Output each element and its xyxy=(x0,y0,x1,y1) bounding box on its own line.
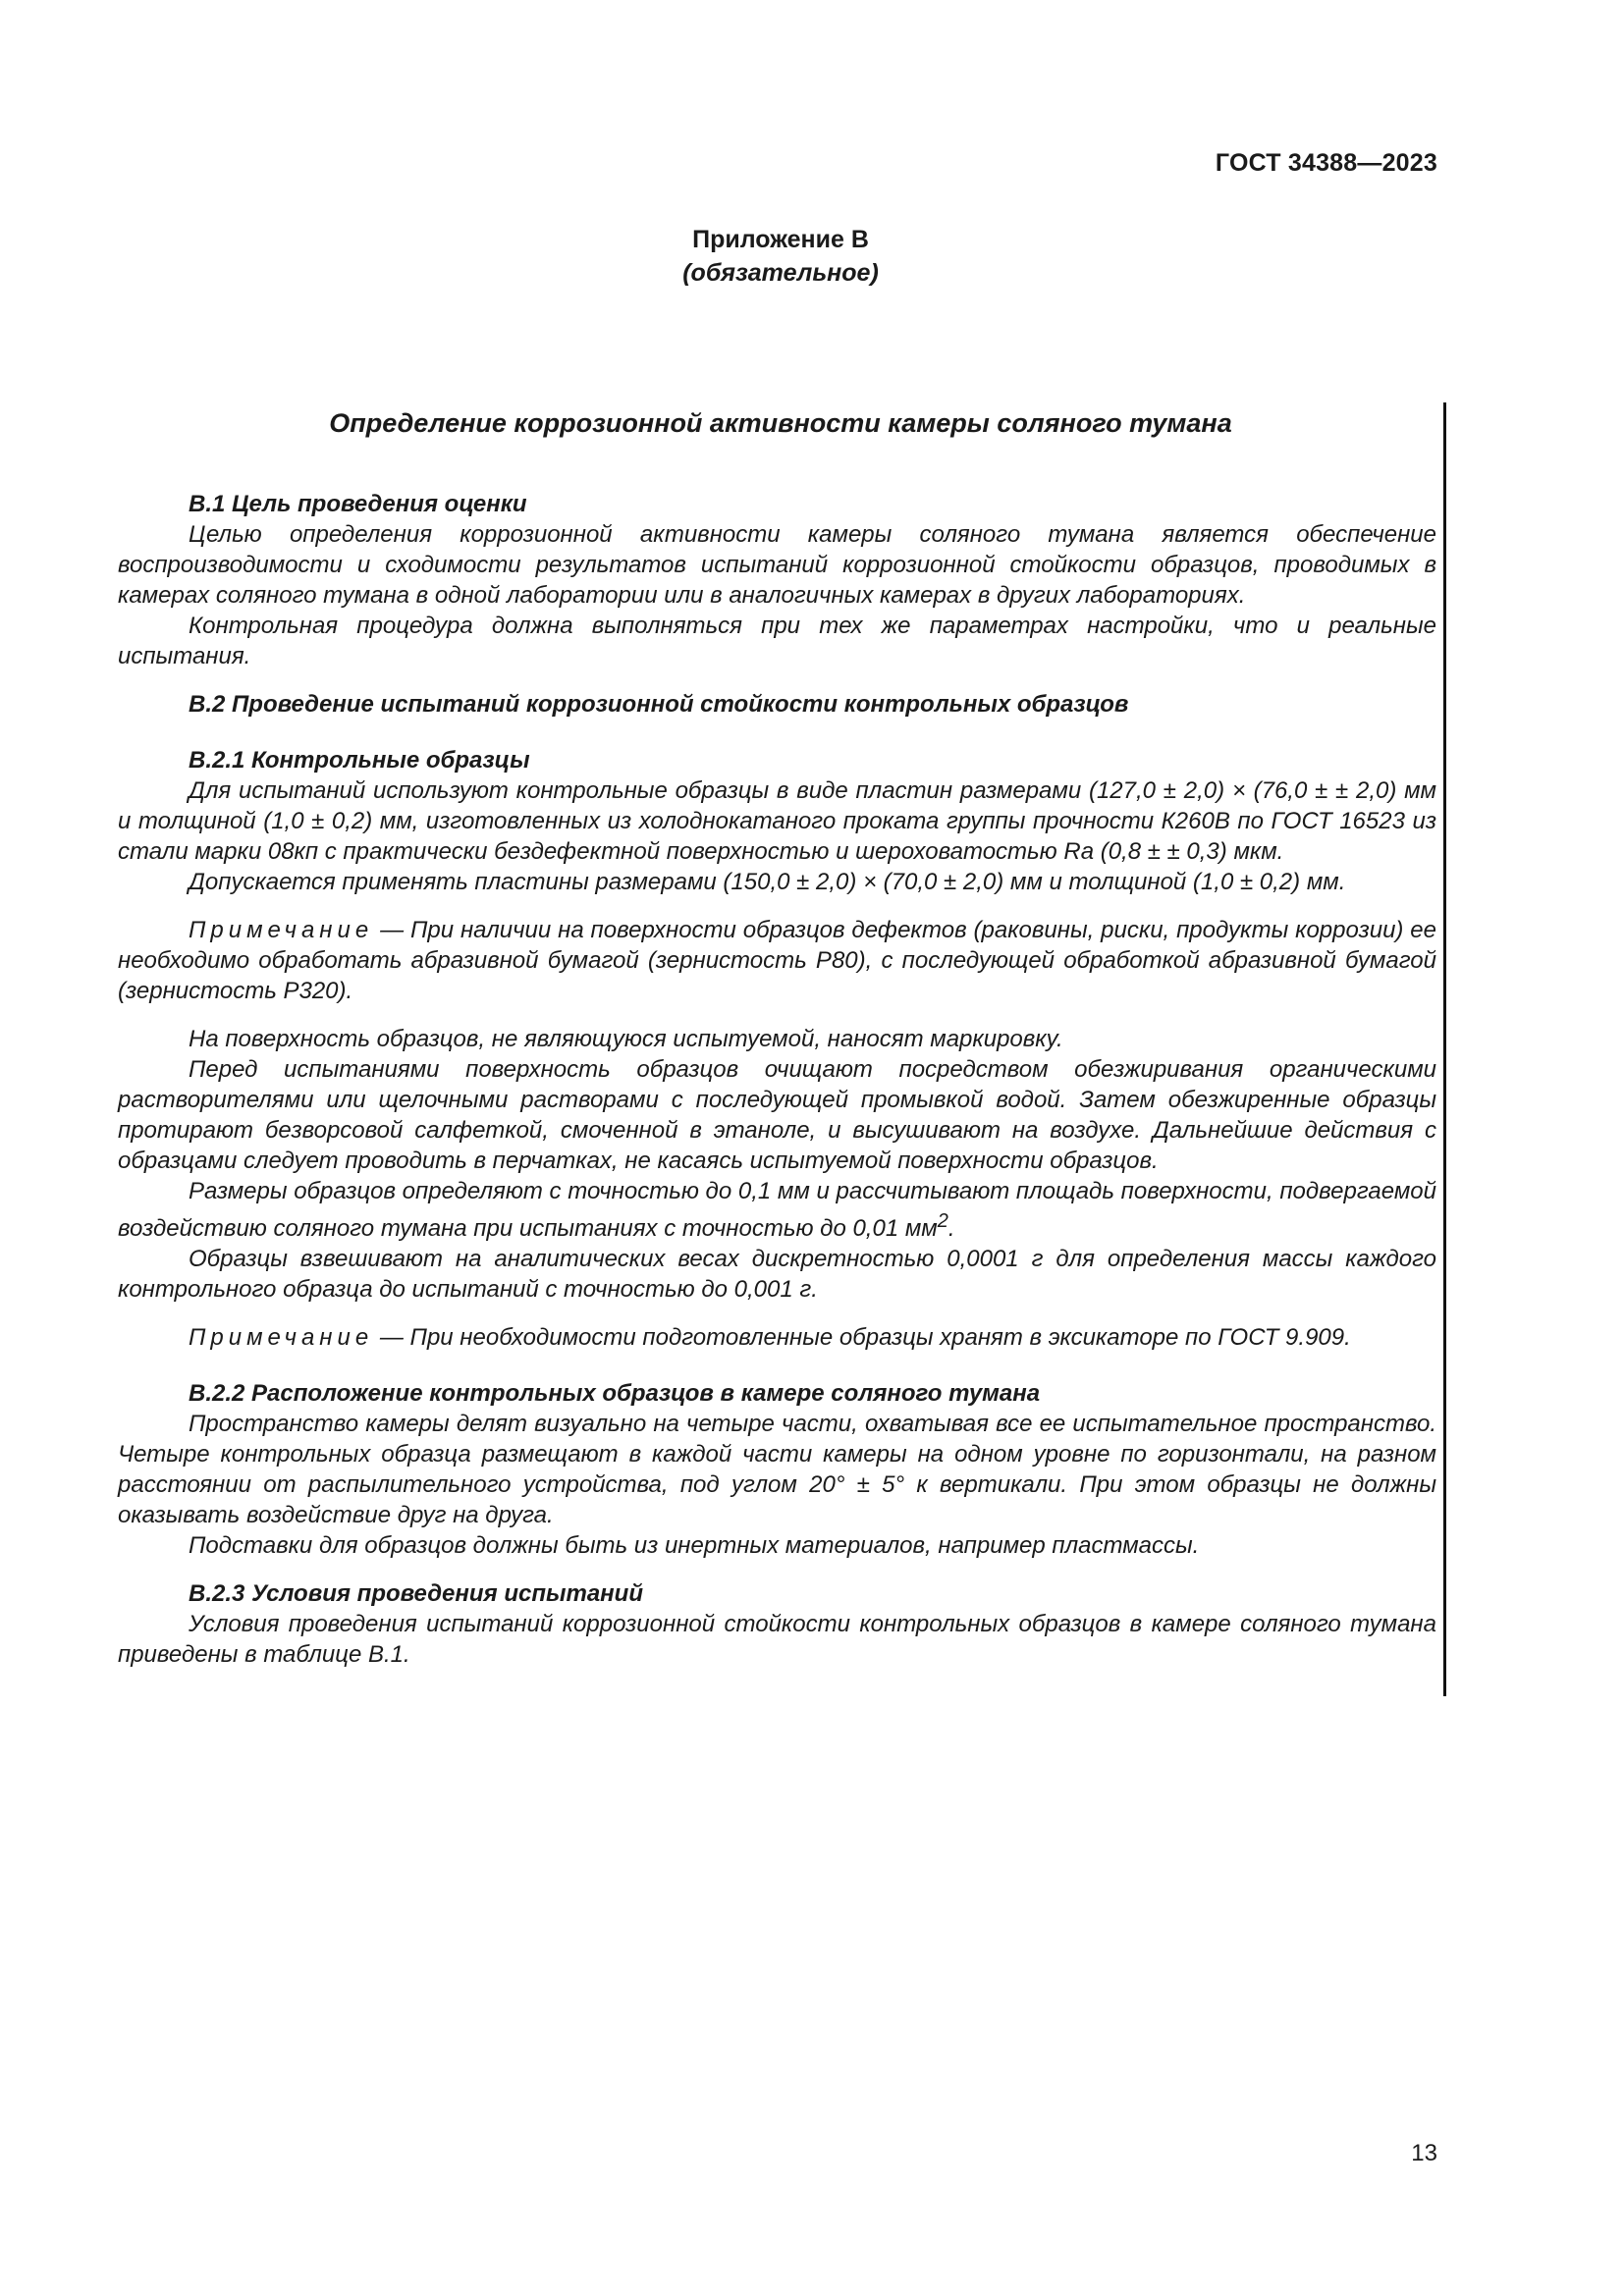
section-b21-paragraph-3: На поверхность образцов, не являющуюся испытуемой, наносят маркировку. xyxy=(189,1026,1063,1052)
standard-code: ГОСТ 34388—2023 xyxy=(1215,149,1437,177)
document-body xyxy=(118,489,1436,1670)
note-1 xyxy=(118,915,1436,1006)
annex-status: (обязательное) xyxy=(682,259,879,287)
page-number: 13 xyxy=(1411,2140,1437,2166)
section-b2-heading: В.2 Проведение испытаний коррозионной стойкости контрольных образцов xyxy=(189,691,1129,718)
section-b21-paragraph-6: Образцы взвешивают на аналитических весах дискретностью 0,0001 г для определения массы каждого контрольного образца до испытаний с точностью до 0,001 г. xyxy=(118,1246,1436,1303)
document-main-title: Определение коррозионной активности камеры соляного тумана xyxy=(329,408,1232,438)
note-1-label: Примечание xyxy=(189,917,374,943)
section-b23-heading: В.2.3 Условия проведения испытаний xyxy=(189,1580,643,1607)
paragraph-5-end: . xyxy=(947,1215,955,1242)
paragraph-5-text: Размеры образцов определяют с точностью до 0,1 мм и рассчитывают площадь поверхности, подвергаемой воздействию соляного тумана при испытаниях с точностью до 0,01 мм xyxy=(118,1178,1436,1242)
note-2-label: Примечание xyxy=(189,1324,374,1351)
section-b22-paragraph-2: Подставки для образцов должны быть из инертных материалов, например пластмассы. xyxy=(189,1532,1200,1559)
section-b21-heading: В.2.1 Контрольные образцы xyxy=(189,747,530,774)
paragraph-5-superscript: 2 xyxy=(937,1210,948,1232)
section-b22-paragraph-1: Пространство камеры делят визуально на четыре части, охватывая все ее испытательное пространство. Четыре контрольных образца размещают в каждой части камеры на одном уровне по горизонтали, на разном расстоянии от распылительного устройства, под углом 20° ± 5° к вертикали. При этом образцы не должны оказывать воздействие друг на друга. xyxy=(118,1411,1436,1528)
section-b21-paragraph-2: Допускается применять пластины размерами (150,0 ± 2,0) × (70,0 ± 2,0) мм и толщиной (1,0 ± 0,2) мм. xyxy=(189,869,1346,895)
note-1-text: — При наличии на поверхности образцов дефектов (раковины, риски, продукты коррозии) ее необходимо обработать абразивной бумагой (зернистость Р80), с последующей обработкой абразивной бумагой (зернистость Р320). xyxy=(118,917,1436,1004)
section-b23-paragraph-1: Условия проведения испытаний коррозионной стойкости контрольных образцов в камере соляного тумана приведены в таблице В.1. xyxy=(118,1611,1436,1668)
note-2-text: — При необходимости подготовленные образцы хранят в эксикаторе по ГОСТ 9.909. xyxy=(373,1324,1351,1351)
section-b21-paragraph-1: Для испытаний используют контрольные образцы в виде пластин размерами (127,0 ± 2,0) × (76,0 ± ± 2,0) мм и толщиной (1,0 ± 0,2) мм, изготовленных из холоднокатаного проката группы прочности К260В по ГОСТ 16523 из стали марки 08кп с практически бездефектной поверхностью и шероховатостью Ra (0,8 ± ± 0,3) мкм. xyxy=(118,777,1436,865)
annex-title: Приложение В xyxy=(692,226,869,253)
change-marker-bar xyxy=(1443,402,1446,1696)
section-b1-paragraph-1: Целью определения коррозионной активности камеры соляного тумана является обеспечение воспроизводимости и сходимости результатов испытаний коррозионной стойкости образцов, проводимых в камерах соляного тумана в одной лаборатории или в аналогичных камерах в других лабораториях. xyxy=(118,521,1436,609)
section-b21-paragraph-5 xyxy=(118,1176,1436,1244)
section-b21-paragraph-4: Перед испытаниями поверхность образцов очищают посредством обезжиривания органическими растворителями или щелочными растворами с последующей промывкой водой. Затем обезжиренные образцы протирают безворсовой салфеткой, смоченной в этаноле, и высушивают на воздухе. Дальнейшие действия с образцами следует проводить в перчатках, не касаясь испытуемой поверхности образцов. xyxy=(118,1056,1436,1174)
section-b22-heading: В.2.2 Расположение контрольных образцов в камере соляного тумана xyxy=(189,1380,1041,1407)
note-2 xyxy=(118,1322,1436,1353)
section-b1-heading: В.1 Цель проведения оценки xyxy=(189,491,527,517)
section-b1-paragraph-2: Контрольная процедура должна выполняться при тех же параметрах настройки, что и реальные испытания. xyxy=(118,613,1436,669)
